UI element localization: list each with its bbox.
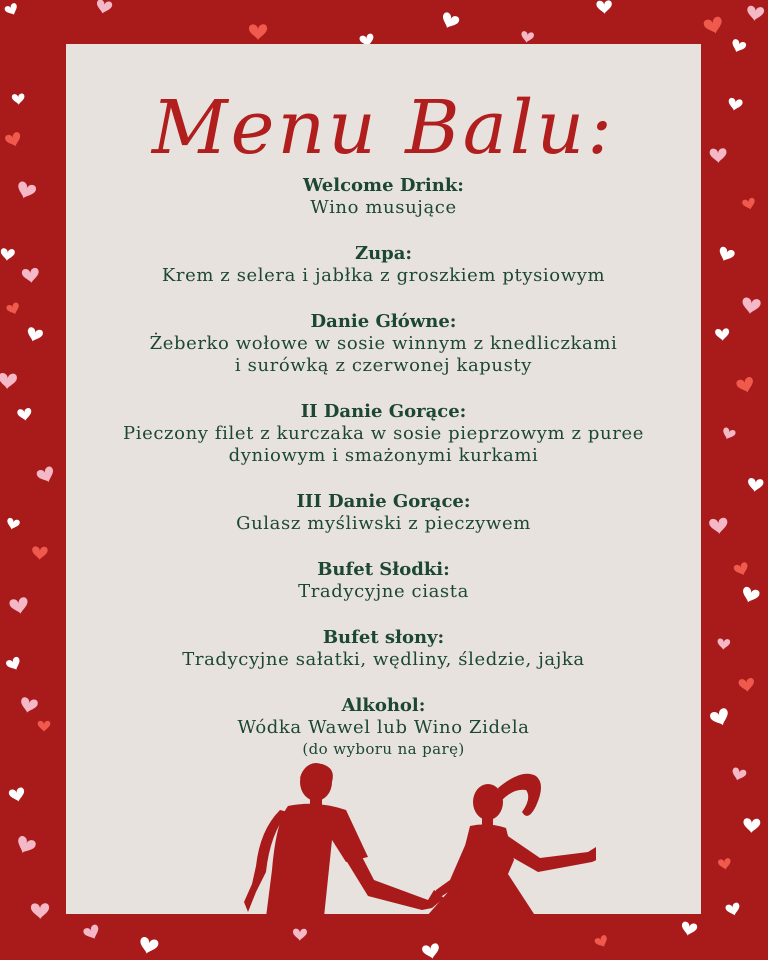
heart-icon <box>710 148 727 163</box>
heart-icon <box>138 936 160 956</box>
menu-section-third-hot-dish <box>66 491 701 535</box>
section-line: Tradycyjne sałatki, wędliny, śledzie, jajka <box>182 649 585 670</box>
heart-icon <box>717 638 731 650</box>
heart-icon <box>249 24 267 40</box>
heart-icon <box>730 767 747 783</box>
heart-icon <box>9 597 30 616</box>
heart-icon <box>715 328 730 341</box>
heart-icon <box>742 197 757 211</box>
section-heading: Danie Główne: <box>310 311 457 332</box>
heart-icon <box>82 924 101 942</box>
heart-icon <box>0 248 15 262</box>
heart-icon <box>38 721 51 732</box>
heart-icon <box>4 131 23 149</box>
section-line: Pieczony filet z kurczaka w sosie pieprzowym z puree <box>123 423 644 444</box>
section-heading: Bufet Słodki: <box>317 559 450 580</box>
menu-section-soup <box>66 243 701 287</box>
menu-section-savory-buffet <box>66 627 701 671</box>
section-line: Żeberko wołowe w sosie winnym z knedliczkami <box>149 333 618 354</box>
menu-card <box>66 44 701 914</box>
heart-icon <box>721 427 737 442</box>
section-heading: III Danie Gorące: <box>296 491 471 512</box>
menu-section-welcome-drink <box>66 175 701 219</box>
heart-icon <box>747 478 764 493</box>
heart-icon <box>718 858 732 871</box>
menu-title: Menu Balu: <box>151 85 616 171</box>
heart-icon <box>36 465 57 485</box>
heart-icon <box>15 180 37 201</box>
section-note: (do wyboru na parę) <box>302 740 465 758</box>
dancing-couple-silhouette <box>196 762 596 917</box>
heart-icon <box>740 586 761 605</box>
heart-icon <box>293 929 307 942</box>
heart-icon <box>17 408 33 422</box>
heart-icon <box>594 934 610 949</box>
menu-section-main-course <box>66 311 701 377</box>
heart-icon <box>596 0 612 14</box>
section-line: Tradycyjne ciasta <box>298 581 469 602</box>
heart-icon <box>14 835 37 857</box>
heart-icon <box>25 326 44 343</box>
heart-icon <box>730 38 747 54</box>
heart-icon <box>703 16 725 36</box>
section-line: Wino musujące <box>310 197 457 218</box>
section-heading: Bufet słony: <box>322 627 445 648</box>
heart-icon <box>439 11 460 31</box>
heart-icon <box>736 376 756 395</box>
heart-icon <box>520 31 534 44</box>
section-heading: Zupa: <box>354 243 413 264</box>
heart-icon <box>421 943 440 960</box>
heart-icon <box>8 787 26 804</box>
heart-icon <box>716 246 735 264</box>
section-heading: II Danie Gorące: <box>300 401 467 422</box>
heart-icon <box>727 97 743 112</box>
heart-icon <box>709 517 729 535</box>
section-line: Krem z selera i jabłka z groszkiem ptysiowym <box>161 265 606 286</box>
section-heading: Alkohol: <box>341 695 426 716</box>
heart-icon <box>31 903 49 919</box>
heart-icon <box>743 818 761 834</box>
heart-icon <box>746 5 765 22</box>
heart-icon <box>680 921 698 937</box>
heart-icon <box>19 697 39 715</box>
heart-icon <box>4 2 20 17</box>
heart-icon <box>32 546 48 560</box>
woman-body <box>426 824 536 917</box>
menu-sections <box>66 175 701 759</box>
menu-section-sweet-buffet <box>66 559 701 603</box>
heart-icon <box>95 0 113 15</box>
section-heading: Welcome Drink: <box>303 175 464 196</box>
woman-ponytail <box>498 774 541 816</box>
heart-icon <box>21 267 39 284</box>
heart-icon <box>0 373 17 390</box>
heart-icon <box>709 707 732 728</box>
heart-icon <box>12 93 26 105</box>
heart-icon <box>5 517 20 531</box>
menu-section-second-hot-dish <box>66 401 701 467</box>
section-line: Gulasz myśliwski z pieczywem <box>236 513 531 534</box>
heart-icon <box>6 302 22 317</box>
heart-icon <box>725 902 742 917</box>
heart-icon <box>733 562 750 578</box>
section-line: Wódka Wawel lub Wino Zidela <box>237 717 530 738</box>
section-line: dyniowym i smażonymi kurkami <box>228 445 539 466</box>
section-line: i surówką z czerwonej kapusty <box>234 355 533 376</box>
heart-icon <box>738 678 755 694</box>
menu-section-alcohol <box>66 695 701 759</box>
heart-icon <box>741 297 761 316</box>
heart-icon <box>5 656 23 673</box>
